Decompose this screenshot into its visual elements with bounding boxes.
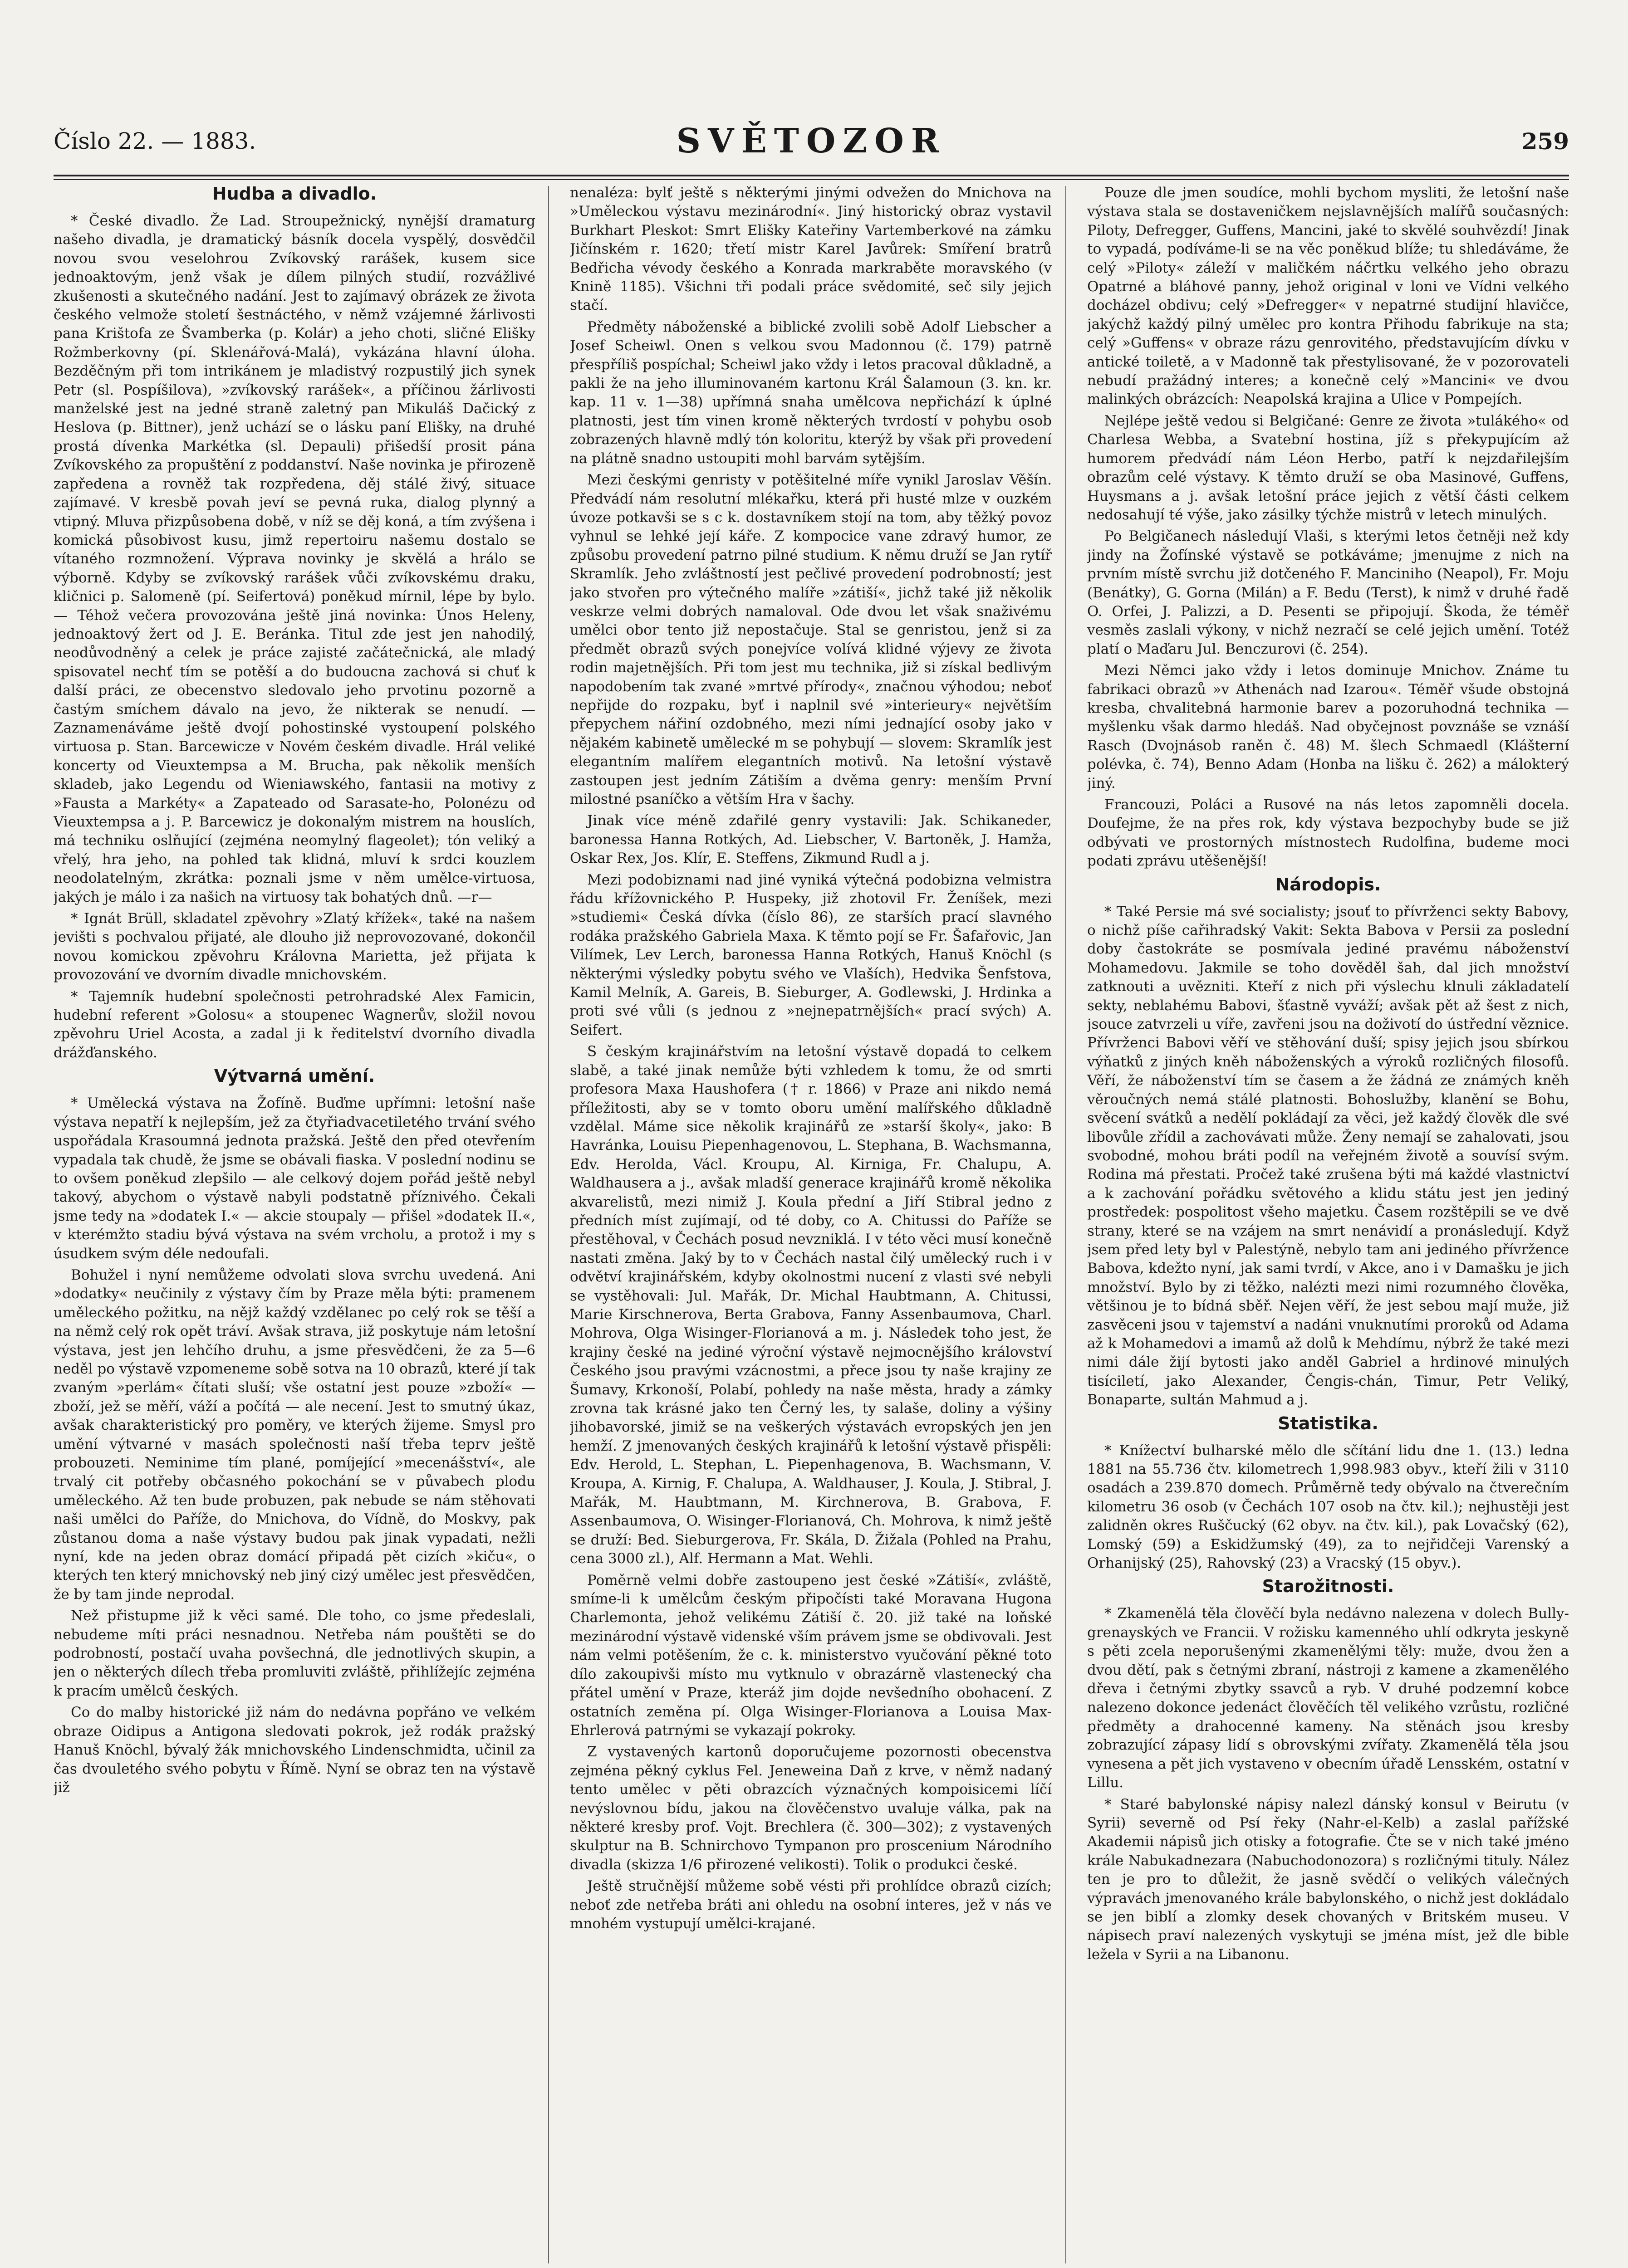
article-paragraph: Ještě stručnější můžeme sobě vésti při prohlídce obrazů cizích; neboť zde netřeba bráti ani ohledu na osobní interes, jež v nás ve mnohém vystupují umělci-krajané.	[570, 1878, 1052, 1932]
header-rule-thin	[54, 179, 1569, 180]
column-3	[1087, 184, 1569, 2266]
article-paragraph: Mezi podobiznami nad jiné vyniká výtečná podobizna velmistra řádu křížovnického P. Huspeky, již zhotovil Fr. Ženíšek, mezi »studiemi« Česká dívka (číslo 86), ze starších prací slavného rodáka pražského Gabriela Maxa. K těmto pojí se Fr. Šafařovic, Jan Vilímek, Lev Lerch, baronessa Hanna Rotkých, Hanuš Knöchl (s některými výsledky pobytu svého ve Vlaších), Hedvika Šenfstova, Kamil Melník, A. Gareis, B. Sieburger, A. Godlewski, J. Hrdinka a proti své vůli (s jednou z »nejnepatrnějších« prací svých) A. Seifert.	[570, 871, 1052, 1038]
article-paragraph: * Tajemník hudební společnosti petrohradské Alex Famicin, hudební referent »Golosu« a stoupenec Wagnerův, složil novou zpěvohru Uriel Acosta, a zadal ji k ředitelství dvorního divadla drážďanského.	[54, 988, 535, 1061]
section-heading-ethnography: Národopis.	[1275, 874, 1381, 894]
article-paragraph: Bohužel i nyní nemůžeme odvolati slova svrchu uvedená. Ani »dodatky« neučinily z výstavy čím by Praze měla býti: pramenem uměleckého požitku, na nějž každý vzdělanec po celý rok se těší a na němž celý rok opět tráví. Avšak strava, již poskytuje nám letošní výstava, jest jen lehčího druhu, a jsme přesvědčeni, že za 5—6 neděl po výstavě vzpomeneme sobě sotva na 10 obrazů, které jí tak zvaným »perlám« čítati sluší; vše ostatní jest pouze »zboží« — zboží, jež se měří, váží a počítá — ale necení. Jest to smutný úkaz, avšak charakteristický pro poměry, ve kterých žijeme. Smysl pro umění výtvarné v masách společnosti naší třeba teprv ještě probouzeti. Neminime tím plané, pomíjející »mecenášství«, ale trvalý cit potřeby občasného pokochání se v půvabech plodu uměleckého. Až ten bude probuzen, pak nebude se nám stěhovati naši umělci do Paříže, do Mnichova, do Vídně, do Moskvy, pak zůstanou doma a naše výstavy budou pak jinak vypadati, nežli nyní, kde na jeden obraz domácí připadá pět cizích »kiču«, o kterých ten který mnichovský neb jiný cizý umělec jest přesvědčen, že by tam jinde neprodal.	[54, 1266, 535, 1603]
column-2	[570, 184, 1052, 2266]
article-paragraph: Mezi českými genristy v potěšitelné míře vynikl Jaroslav Věšín. Předvádí nám resolutní mlékařku, která při husté mlze v ouzkém úvoze potkavši se s c k. dostavníkem stojí na tom, aby těžký povoz vyhnul se lehké její káře. Z kompocice vane zdravý humor, ze způsobu provedení patrno pilné studium. K němu druží se Jan rytíř Skramlík. Jeho zvláštností jest pečlivé provedení podrobností; jest jako stvořen pro výtečného malíře »zátiší«, jichž také již několik veskrze velmi dobrých namaloval. Ode dvou let však snaživému umělci obor tento již nepostačuje. Stal se genristou, jenž si za předmět obrazů svých ponejvíce volívá klidné výjevy ze života rodin majetnějších. Při tom jest mu technika, již si získal bedlivým napodobením tak zvané »mrtvé přírody«, značnou výhodou; neboť nepřijde do rozpaku, byť i naplnil své »interieury« největším přepychem nářiní ozdobného, mezi ními jednající osoby jako v nějakém kabinetě umělecké m se pohybují — slovem: Skramlík jest elegantním malířem elegantních motivů. Na letošní výstavě zastoupen jest jedním Zátiším a dvěma genry: menším První milostné psaníčko a větším Hra v šachy.	[570, 472, 1052, 807]
section-heading-fine-arts: Výtvarná umění.	[214, 1066, 375, 1086]
article-paragraph: S českým krajinářstvím na letošní výstavě dopadá to celkem slabě, a také jinak nemůže býti vzhledem k tomu, že od smrti profesora Maxa Haushofera († r. 1866) v Praze ani nikdo nemá příležitosti, aby se v tomto oboru umění malířského důkladně vzdělal. Máme sice několik krajinářů ze »starší školy«, jako: B Havránka, Louisu Piepenhagenovou, L. Stephana, B. Wachsmanna, Edv. Herolda, Václ. Kroupu, Al. Kirniga, Fr. Chalupu, A. Waldhausera a j., avšak mladší generace krajinářů kromě několika akvarelistů, mezi nimiž J. Koula přední a Jiří Stibral jedno z předních míst zujímají, od té doby, co A. Chitussi do Paříže se přestěhoval, v Čechách posud nevzniklá. I v této věci musí konečně nastati změna. Jaký by to v Čechách nastal čilý umělecký ruch i v odvětví krajinářském, kdyby okolnostmi nucení z vlasti své nebyli se vystěhovali: Jul. Mařák, Dr. Michal Haubtmann, A. Chitussi, Marie Kirschnerova, Berta Grabova, Fanny Assenbaumova, Charl. Mohrova, Olga Wisinger-Florianová a m. j. Následek toho jest, že krajiny české na jediné výroční výstavě nejmocnějšího království Českého jsou pravými vzácnostmi, a přece jsou ty naše krajiny ze Šumavy, Krkonoší, Polabí, pohledy na naše města, hrady a zámky zrovna tak krásné jako ten Černý les, ty salaše, doliny a výšiny jihobavorské, jimiž se na veškerých výstavách evropských jen jen hemží. Z jmenovaných českých krajinářů k letošní výstavě přispěli: Edv. Herold, L. Stephan, L. Piepenhagenova, B. Wachsmann, V. Kroupa, A. Kirnig, F. Chalupa, A. Waldhauser, J. Koula, J. Stibral, J. Mařák, M. Haubtmann, M. Kirchnerova, B. Grabova, F. Assenbaumova, O. Wisinger-Florianová, Ch. Mohrova, k nimž ještě se druží: Bed. Sieburgerova, Fr. Skála, D. Žižala (Pohled na Prahu, cena 3000 zl.), Alf. Hermann a Mat. Wehli.	[570, 1043, 1052, 1567]
column-divider	[548, 186, 549, 2263]
column-1	[54, 184, 535, 2266]
article-paragraph: Jinak více méně zdařilé genry vystavili: Jak. Schikaneder, baronessa Hanna Rotkých, Ad. Liebscher, V. Bartoněk, J. Hamža, Oskar Rex, Jos. Klír, E. Steffens, Zikmund Rudl a j.	[570, 812, 1052, 867]
article-paragraph: Předměty náboženské a biblické zvolili sobě Adolf Liebscher a Josef Scheiwl. Onen s velkou svou Madonnou (č. 179) patrně přespříliš pospíchal; Scheiwl jako vždy i letos pracoval důkladně, a pakli že na jeho illuminovaném kartonu Král Šalamoun (3. kn. kr. kap. 11 v. 1—38) upřímná snaha umělcova nepřichází k úplné platnosti, jest tím vinen kromě některých tvrdostí v pohybu osob zobrazených hlavně mdlý tón koloritu, kterýž by však při provedení na plátně snadno ustoupiti mohl barvám sytějším.	[570, 318, 1052, 467]
article-paragraph: Než přistupme již k věci samé. Dle toho, co jsme předeslali, nebudeme míti práci nesnadnou. Netřeba nám pouštěti se do podrobností, postačí uvaha povšechná, dle jednotlivých skupin, a jen o některých dílech třeba promluviti zvláště, přihlížejíc zejména k pracím umělců českých.	[54, 1608, 535, 1699]
section-heading-music-theatre: Hudba a divadlo.	[212, 184, 377, 204]
article-paragraph: * Také Persie má své socialisty; jsouť to přívrženci sekty Babovy, o nichž píše cařihradský Vakit: Sekta Babova v Persii za poslední doby častokráte se posmívala jediné pravému náboženství Mohamedovu. Jakmile se toho dověděl šah, dal jich množství zatknouti a uvězniti. Kteří z nich při výslechu klnuli základatelí sekty, neblahému Babovi, šťastně vyváží; avšak pět až šest z nich, jsouce zatvrzeli u víře, zavřeni jsou na doživotí do ústřední věznice. Přívrženci Babovi věří ve stěhování duší; spisy jejich jsou sbírkou výňatků z jiných kněh náboženských a výroků rozličných filosofů. Věří, že náboženství tím se časem a že žádná ze známých kněh věroučných nemá stálé platnosti. Bohoslužby, klanění se Bohu, svěcení svátků a nedělí pokládají za věci, jež každý člověk dle své libovůle zřídil a zachovávati může. Ženy nemají se zahalovati, jsou svobodné, mohou bráti podíl na veřejném životě a souvísí svým. Rodina má přestati. Pročež také zrušena býti má každé vlastnictví a k zachování pořádku světového a klidu státu jest jen jediný prostředek: pospolitost všeho majetku. Časem rozštěpili se ve dvě strany, které se na vzájem na smrt nenávidí a pronásledují. Když jsem před lety byl v Palestýně, nebylo tam ani jediného přívržence Babova, kdežto nyní, jak sami tvrdí, v Akce, ano i v Damašku je jich množství. Bylo by zi těžko, nalézti mezi nimi rozumného člověka, většinou je to bídná sběř. Nejen věří, že jest sebou mají muže, již zasvěceni jsou v tajemství a nadáni vnuknutími proroků od Adama až k Mohamedovi a imamů až dolů k Mehdímu, nýbrž že také mezi nimi dále žijí bytosti jako anděl Gabriel a hrdinové minulých tisíciletí, jako Alexander, Čengis-chán, Timur, Petr Veliký, Bonaparte, sultán Mahmud a j.	[1087, 903, 1569, 1408]
article-paragraph: nenaléza: bylť ještě s některými jinými odvežen do Mnichova na »Uměleckou výstavu mezinárodní«. Jiný historický obraz vystavil Burkhart Pleskot: Smrt Elišky Kateřiny Vartemberkové na zámku Jičínském r. 1620; třetí mistr Karel Javůrek: Smíření bratrů Bedřicha vévody českého a Konrada markraběte moravského (v Knině 1185). Všichni tři podali práce svědomité, seč sily jejich stačí.	[570, 185, 1052, 314]
article-paragraph: * Staré babylonské nápisy nalezl dánský konsul v Beirutu (v Syrii) severně od Psí řeky (Nahr-el-Kelb) a zaslal pařížské Akademii nápisů jich otisky a fotografie. Čte se v nich také jméno krále Nabukadnezara (Nabuchodonozora) s rozličnými tituly. Nález ten je pro to důležit, že jasně svědčí o velikých válečných výpravách jmenovaného krále babylonského, o nichž jest dokládalo se jen biblí a zlomky desek chovaných v Britském museu. V nápisech praví nalezených vyskytuji se jména míst, jež dle bible ležela v Syrii a na Libanonu.	[1087, 1796, 1569, 1963]
article-paragraph: Nejlépe ještě vedou si Belgičané: Genre ze života »tulákého« od Charlesa Webba, a Svatební hostina, jíž s překypujícím až humorem předvádí nám Léon Herbo, patří k nejzdařilejším obrazům celé výstavy. K těmto druží se oba Masinové, Guffens, Huysmans a j. avšak letošní práce jejich z větší části celkem nedosahují té výše, jako zásilky týchže mistrů v letech minulých.	[1087, 412, 1569, 523]
article-paragraph: Po Belgičanech následují Vlaši, s kterými letos četněji než kdy jindy na Žofínské výstavě se potkáváme; jmenujme z nich na prvním místě svrchu již dotčeného F. Manciniho (Neapol), Fr. Moju (Benátky), G. Gorna (Milán) a F. Bedu (Terst), k nimž v druhé řadě O. Orfei, J. Palizzi, a D. Pesenti se připojují. Škoda, že téměř vesměs zaslali výkony, v nichž nezračí se celé jejich umění. Totéž platí o Maďaru Jul. Benczurovi (č. 254).	[1087, 528, 1569, 657]
article-paragraph: * Zkamenělá těla člověčí byla nedávno nalezena v dolech Bully-grenayských ve Francii. V rožisku kamenného uhlí odkryta jeskyně s pěti zcela neporušenými zkamenělými těly: muže, dvou žen a dvou dětí, pak s četnými zbraní, nástroji z kamene a zkamenělého dřeva i četnými zbytky ssavců a ryb. V druhé podzemní kobce nalezeno dokonce jedenáct člověčích těl velikého vzrůstu, rozličné předměty a drahocenné kameny. Na stěnách jsou kresby zobrazující zápasy lidí s obrovskými zvířaty. Zkamenělá těla jsou vynesena a pět jich vystaveno v obecním úřadě Lensském, ostatní v Lillu.	[1087, 1605, 1569, 1791]
article-paragraph: Francouzi, Poláci a Rusové na nás letos zapomněli docela. Doufejme, že na přes rok, kdy výstava bezpochyby bude se již odbývati ve prostorných místnostech Rudolfina, budeme moci podati zprávu utěšenější!	[1087, 797, 1569, 870]
column-divider	[1065, 186, 1066, 2263]
article-paragraph: Pouze dle jmen soudíce, mohli bychom mysliti, že letošní naše výstava stala se dostaveničkem nejslavnějších malířů současných: Piloty, Defregger, Guffens, Mancini, jaké to skvělé souhvězdí! Jinak to vypadá, podíváme-li se na věc poněkud blíže; tu shledáváme, že celý »Piloty« záleží v maličkém náčrtku velkého jeho obrazu Opatrné a bláhové panny, jehož original v loni ve Vídni velkého docházel obdivu; celý »Defregger« v nepatrné studijní hlavičce, jakýchž každý pilný umělec pro kontra Přihodu fabrikuje na sta; celý »Guffens« v obraze rázu genrovitého, představujícím dívku v antické toiletě, a v Madonně tak přestylisované, že v pozorovateli nebudí pražádný interes; a konečně celý »Mancini« ve dvou malinkých obrázcích: Neapolská krajina a Ulice v Pompejích.	[1087, 185, 1569, 408]
article-paragraph: Z vystavených kartonů doporučujeme pozornosti obecenstva zejména pěkný cyklus Fel. Jeneweina Daň z krve, v němž nadaný tento umělec v pěti obrazcích význačných kompoisicemi líčí nevýslovnou bídu, jakou na člověčenstvo uvaluje válka, pak na některé kresby prof. Vojt. Brechlera (č. 300—302); z vystavených skulptur na B. Schnirchovo Tympanon pro proscenium Národního divadla (skizza 1/6 přirozené velikosti). Tolik o produkci české.	[570, 1744, 1052, 1873]
article-paragraph: * Umělecká výstava na Žofíně. Buďme upřímni: letošní naše výstava nepatří k nejlepším, jež za čtyřiadvacetiletého trvání svého uspořádala Krasoumná jednota pražská. Ještě den před otevřením vypadala tak chudě, že jsme se obávali fiaska. V poslední nodinu se to ovšem poněkud zlepšilo — ale celkový dojem pořád ještě nebyl takový, abychom o výstavě nabyli podstatně příznivého. Čekali jsme tedy na »dodatek I.« — akcie stoupaly — přišel »dodatek II.«, v kterémžto stadiu bývá výstava na svém vrcholu, a protož i my s úsudkem svým déle nedoufali.	[54, 1095, 535, 1262]
issue-number: Číslo 22. — 1883.	[54, 128, 256, 154]
article-paragraph: Mezi Němci jako vždy i letos dominuje Mnichov. Známe tu fabrikaci obrazů »v Athenách nad Izarou«. Téměř všude obstojná kresba, chvalitebná harmonie barev a pozoruhodná technika — myšlenku však darmo hledáš. Nad obyčejnost povznáše se vznáší Rasch (Dvojnásob raněn č. 48) M. šlech Schmaedl (Klášterní polévka, č. 74), Benno Adam (Honba na lišku č. 262) a málokterý jiný.	[1087, 662, 1569, 792]
page-number: 259	[1521, 128, 1569, 155]
section-heading-antiquities: Starožitnosti.	[1262, 1576, 1394, 1597]
article-paragraph: Poměrně velmi dobře zastoupeno jest české »Zátiší«, zvláště, smíme-li k umělcům českým připočísti také Moravana Hugona Charlemonta, jehož velikému Zátiší č. 20. již také na loňské mezinárodní výstavě videnské vším právem jsme se obdivovali. Jest nám velmi potěšením, že c. k. ministerstvo vyučování pěkné toto dílo zakoupivši místo mu vytknulo v obrazárně vlastenecký cha přátel umění v Praze, kteráž jim dojde nevšedního obohacení. Z ostatních zeměna pí. Olga Wisinger-Florianova a Louisa Max-Ehrlerová patrnými se vykazají pokroky.	[570, 1572, 1052, 1739]
article-paragraph: * Ignát Brüll, skladatel zpěvohry »Zlatý křížek«, také na našem jevišti s pochvalou přijaté, ale dlouho již neprovozované, dokončil novou komickou zpěvohru Královna Marietta, jež přijata k provozování ve dvorním divadle mnichovském.	[54, 910, 535, 983]
header-rule	[54, 175, 1569, 176]
page-header	[54, 122, 1569, 171]
article-paragraph: * Knížectví bulharské mělo dle sčítání lidu dne 1. (13.) ledna 1881 na 55.736 čtv. kilometrech 1,998.983 obyv., kteří žili v 3110 osadách a 239.870 domech. Průměrně tedy obývalo na čtverečním kilometru 36 osob (v Čechách 107 osob na čtv. kil.); nejhustěji jest zalidněn okres Ruščucký (62 obyv. na čtv. kil.), pak Lovačský (62), Lomský (59) a Eskidžumský (49), za to nejřidčeji Varenský a Orhanijský (25), Rahovský (23) a Vracský (15 obyv.).	[1087, 1442, 1569, 1572]
article-paragraph: * České divadlo. Že Lad. Stroupežnický, nynější dramaturg našeho divadla, je dramatický básník docela vyspělý, dosvědčil novou svou veselohrou Zvíkovský rarášek, kusem sice jednoaktovým, jenž však je dílem pilných studií, rozvážlivé zkušenosti a skutečného nadání. Jest to zajímavý obrázek ze života českého velmože století šestnáctého, v němž vzájemné žárlivosti pana Krištofa ze Švamberka (p. Kolár) a jeho choti, sličné Elišky Rožmberkovny (pí. Sklenářová-Malá), vykázána hlavní úloha. Bezděčným při tom intrikánem je mladistvý rozpustilý jich synek Petr (sl. Pospíšilova), »zvíkovský rarášek«, a příčinou žárlivosti manželské jest na jedné straně zaletný pan Mikuláš Dačický z Heslova (p. Bittner), jenž uchází se o lásku paní Elišky, na druhé prostá dívenka Markétka (sl. Depauli) přišedší prosit pána Zvíkovského za propuštění z poddanství. Naše novinka je přirozeně zapředena a rovněž tak rozpředena, děj stálé živý, situace zajímavé. V kresbě povah jeví se pevná ruka, dialog plynný a vtipný. Mluva přizpůsobena době, v níž se děj koná, a tím zvýšena i komická působivost kusu, jimž repertoiru našemu dostalo se vítaného rozmnožení. Výprava novinky je skvělá a hrálo se výborně. Kdyby se zvíkovský rarášek vůči zvíkovskému draku, kličnici p. Salomeně (pí. Seifertová) poněkud mírnil, lépe by bylo. — Téhož večera provozována ještě jiná novinka: Únos Heleny, jednoaktový žert od J. E. Beránka. Titul zde jest jen nahodilý, neodůvodněný a celek je práce zajisté začátečnická, ale mladý spisovatel nechť tím se potěší a do budoucna zachová si chuť k další práci, ze obecenstvo sledovalo jeho prvotinu pozorně a častým smíchem dávalo na jevo, že nikterak se nenudí. — Zaznamenáváme ještě dvojí pohostinské vystoupení polského virtuosa p. Stan. Barcewicze v Novém českém divadle. Hrál veliké koncerty od Vieuxtempsa a M. Brucha, pak několik menších skladeb, jako Legendu od Wieniawského, fantasii na motivy z »Fausta a Markéty« a Zapateado od Sarasate-ho, Polonézu od Vieuxtempsa a j. P. Barcewicz je dokonalým mistrem na houslích, má techniku oslňující (zejména neomylný flageolet); tón veliký a vřelý, hra jeho, na pohled tak klidná, mluví k srdci kouzlem neodolatelným, zkrátka: poznali jsme v něm umělce-virtuosa, jakých je málo i za našich na virtuosy tak bohatých dnů. —r—	[54, 213, 535, 905]
section-heading-statistics: Statistika.	[1278, 1413, 1378, 1433]
masthead-title: SVĚTOZOR	[676, 122, 946, 161]
article-paragraph: Co do malby historické již nám do nedávna popřáno ve velkém obraze Oidipus a Antigona sledovati pokrok, jež rodák pražský Hanuš Knöchl, bývalý žák mnichovského Lindenschmidta, učinil za čas dvouletého svého pobytu v Římě. Nyní se obraz ten na výstavě již	[54, 1704, 535, 1796]
